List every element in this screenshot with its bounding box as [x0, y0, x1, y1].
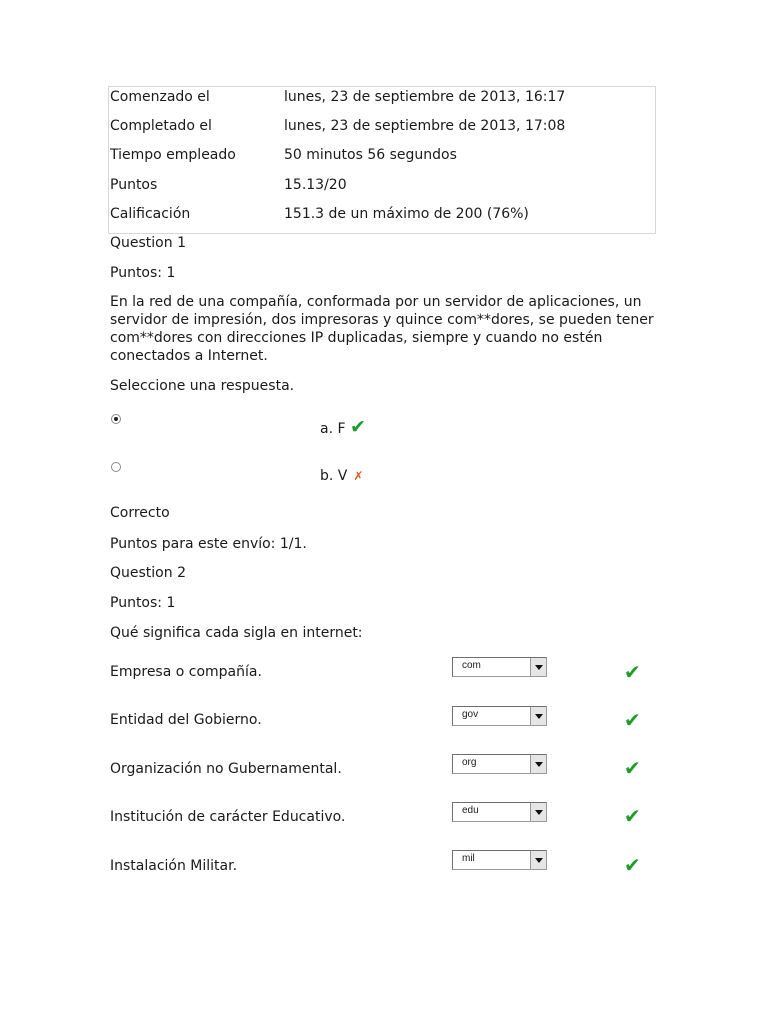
summary-value: lunes, 23 de septiembre de 2013, 17:08 [284, 118, 566, 134]
select-value: com [462, 660, 481, 671]
correct-check-icon: ✔ [350, 416, 366, 438]
match-select-ngo[interactable] [452, 754, 547, 774]
summary-label: Comenzado el [110, 89, 210, 105]
summary-value: 151.3 de un máximo de 200 (76%) [284, 206, 529, 222]
answer-a-radio[interactable] [111, 414, 121, 424]
question-1-score: Puntos para este envío: 1/1. [110, 536, 307, 552]
match-select-education[interactable] [452, 802, 547, 822]
dropdown-arrow-icon[interactable] [530, 803, 546, 821]
correct-check-icon: ✔ [624, 804, 641, 828]
dropdown-arrow-icon[interactable] [530, 658, 546, 676]
answer-a-label: a. F [320, 421, 346, 437]
match-select-government[interactable] [452, 706, 547, 726]
answer-b-radio[interactable] [111, 462, 121, 472]
select-value: edu [462, 805, 479, 816]
question-2-text: Qué significa cada sigla en internet: [110, 625, 363, 641]
question-2-points: Puntos: 1 [110, 595, 176, 611]
attempt-summary-table [108, 86, 656, 234]
dropdown-arrow-icon[interactable] [530, 755, 546, 773]
select-value: gov [462, 709, 479, 720]
summary-value: 15.13/20 [284, 177, 347, 193]
correct-check-icon: ✔ [624, 708, 641, 732]
select-value: mil [462, 853, 475, 864]
match-select-military[interactable] [452, 850, 547, 870]
answer-b-option[interactable] [320, 467, 363, 485]
question-1-points: Puntos: 1 [110, 265, 176, 281]
question-1-title: Question 1 [110, 235, 186, 251]
summary-value: lunes, 23 de septiembre de 2013, 16:17 [284, 89, 566, 105]
incorrect-cross-icon: ✗ [353, 469, 364, 483]
answer-a-option[interactable] [320, 418, 366, 438]
select-value: org [462, 757, 477, 768]
question-1-text: En la red de una compañía, conformada por un servidor de aplicaciones, un servidor de impresión, dos impresoras y quince com**dores, se pueden tener com**dores con direcciones IP duplicadas, siempre y cuando no estén conectados a Internet. [110, 294, 654, 364]
match-item-label: Organización no Gubernamental. [110, 761, 342, 777]
question-1-instruction: Seleccione una respuesta. [110, 378, 295, 394]
question-2-title: Question 2 [110, 565, 186, 581]
dropdown-arrow-icon[interactable] [530, 851, 546, 869]
summary-label: Tiempo empleado [110, 147, 236, 163]
dropdown-arrow-icon[interactable] [530, 707, 546, 725]
match-item-label: Institución de carácter Educativo. [110, 809, 346, 825]
correct-check-icon: ✔ [624, 853, 641, 877]
question-1-feedback: Correcto [110, 505, 170, 521]
summary-value: 50 minutos 56 segundos [284, 147, 457, 163]
match-item-label: Entidad del Gobierno. [110, 712, 262, 728]
summary-label: Puntos [110, 177, 158, 193]
correct-check-icon: ✔ [624, 660, 641, 684]
match-item-label: Instalación Militar. [110, 858, 238, 874]
match-select-company[interactable] [452, 657, 547, 677]
match-item-label: Empresa o compañía. [110, 664, 262, 680]
correct-check-icon: ✔ [624, 756, 641, 780]
summary-label: Calificación [110, 206, 191, 222]
summary-label: Completado el [110, 118, 212, 134]
answer-b-label: b. V [320, 468, 348, 484]
